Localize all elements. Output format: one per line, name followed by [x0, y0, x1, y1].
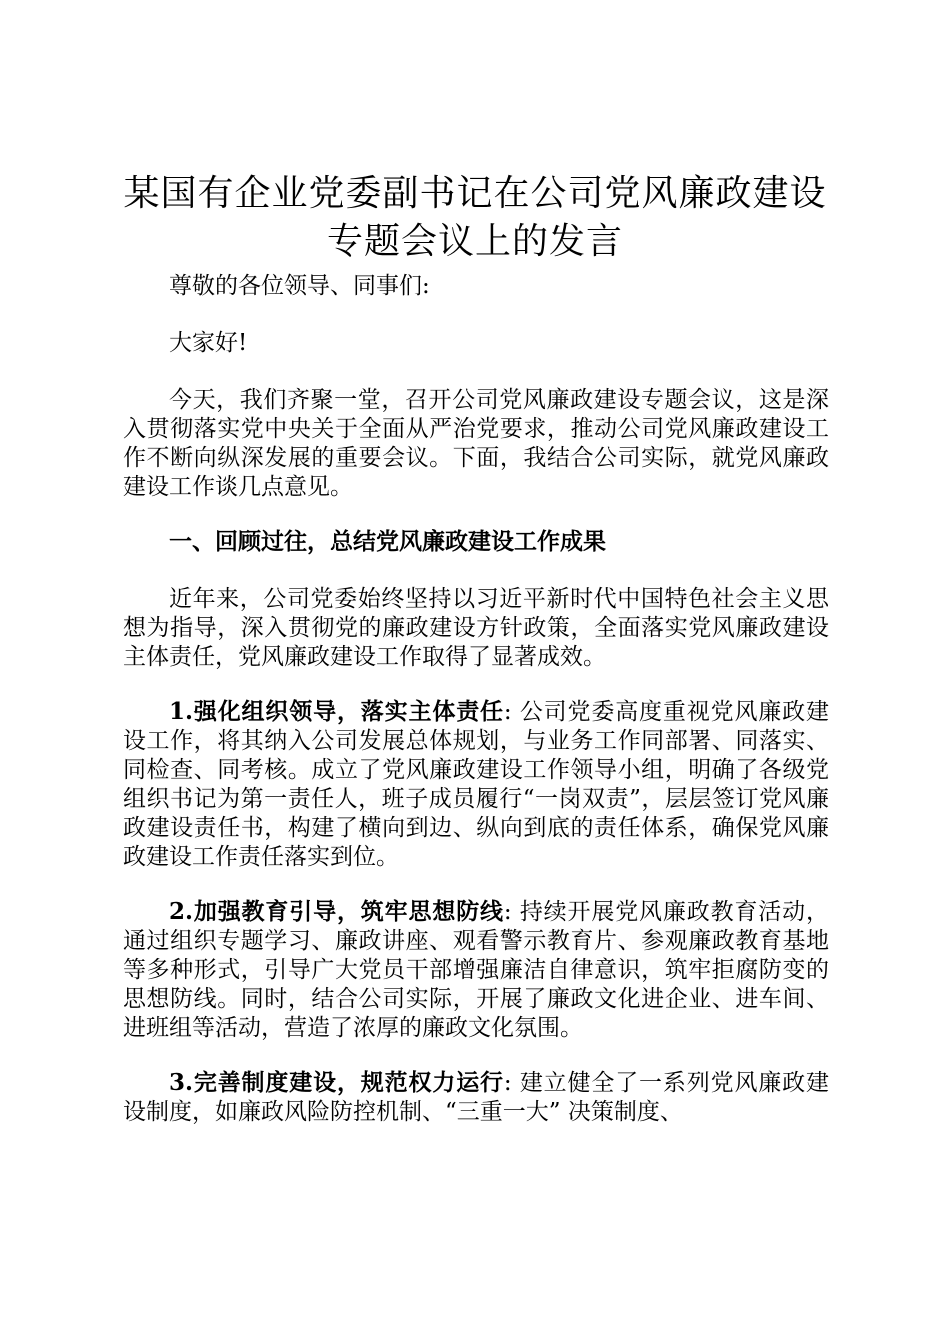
- section-heading: 一、回顾过往，总结党风廉政建设工作成果: [169, 528, 606, 555]
- item-lead: 2.加强教育引导，筑牢思想防线: [169, 898, 504, 925]
- item-text: : 公司党委高度重视党风廉政建设工作，将其纳入公司发展总体规划，与业务工作同部署、同落实、同检查、同考核。成立了党风廉政建设工作领导小组，明确了各级党组织书记为第一责任人，班子成员履行“一岗双责”，层层签订党风廉政建设责任书，构建了横向到边、纵向到底的责任体系，确保党风廉政建设工作责任落实到位。: [123, 699, 830, 870]
- item-lead: 1.强化组织领导，落实主体责任: [169, 698, 504, 725]
- list-item: [123, 1068, 829, 1127]
- item-text: : 持续开展党风廉政教育活动，通过组织专题学习、廉政讲座、观看警示教育片、参观廉政教育基地等多种形式，引导广大党员干部增强廉洁自律意识，筑牢拒腐防变的思想防线。同时，结合公司实际，开展了廉政文化进企业、进车间、进班组等活动，营造了浓厚的廉政文化氛围。: [123, 899, 830, 1041]
- list-item: [123, 897, 829, 1043]
- intro-paragraph: 今天，我们齐聚一堂，召开公司党风廉政建设专题会议，这是深入贯彻落实党中央关于全面从严治党要求，推动公司党风廉政建设工作不断向纵深发展的重要会议。下面，我结合公司实际，就党风廉政建设工作谈几点意见。: [123, 387, 829, 500]
- salutation: 尊敬的各位领导、同事们:: [169, 273, 430, 299]
- item-text: : 建立健全了一系列党风廉政建设制度，如廉政风险防控机制、“三重一大” 决策制度、: [123, 1070, 830, 1125]
- document-title: 某国有企业党委副书记在公司党风廉政建设专题会议上的发言: [123, 173, 827, 262]
- document-body: [123, 272, 829, 1152]
- list-item: [123, 697, 829, 872]
- greeting: 大家好!: [169, 330, 248, 356]
- section-intro-paragraph: 近年来，公司党委始终坚持以习近平新时代中国特色社会主义思想为指导，深入贯彻党的廉政建设方针政策，全面落实党风廉政建设主体责任，党风廉政建设工作取得了显著成效。: [123, 586, 829, 670]
- item-lead: 3.完善制度建设，规范权力运行: [169, 1069, 504, 1096]
